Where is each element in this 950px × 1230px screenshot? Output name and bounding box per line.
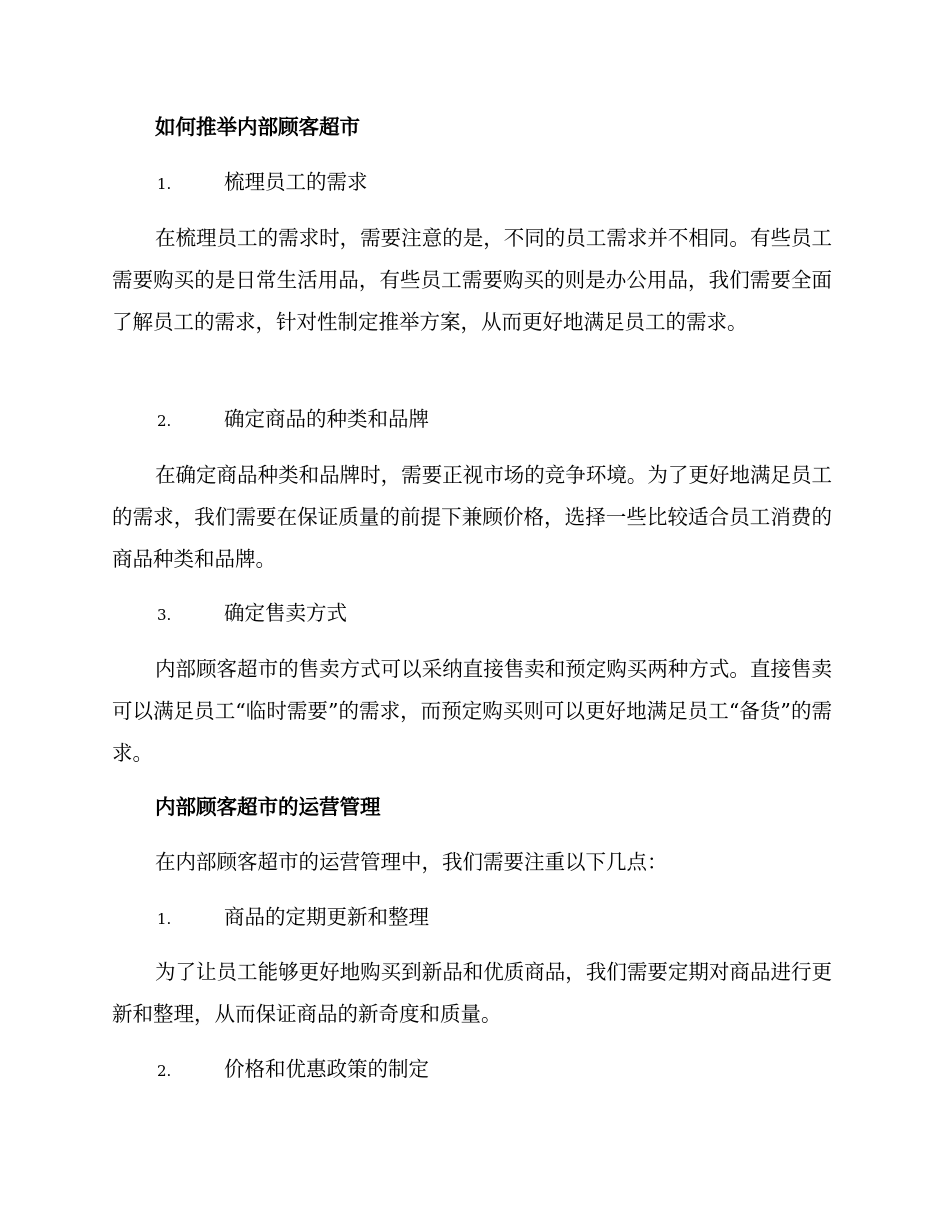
item-number: 1. xyxy=(157,175,172,193)
item-title: 价格和优惠政策的制定 xyxy=(224,1057,429,1081)
numbered-item xyxy=(112,1048,877,1092)
item-title: 梳理员工的需求 xyxy=(224,170,368,194)
item-number: 1. xyxy=(157,910,172,928)
numbered-item xyxy=(112,592,877,636)
item-number: 2. xyxy=(157,1062,172,1080)
numbered-item xyxy=(112,896,877,940)
item-number: 2. xyxy=(157,412,172,430)
numbered-item xyxy=(112,398,877,442)
section-heading: 内部顾客超市的运营管理 xyxy=(155,795,381,819)
item-title: 确定售卖方式 xyxy=(224,601,347,625)
body-paragraph: 内部顾客超市的售卖方式可以采纳直接售卖和预定购买两种方式。直接售卖可以满足员工“临时需要”的需求，而预定购买则可以更好地满足员工“备货”的需求。 xyxy=(112,657,832,765)
item-number: 3. xyxy=(157,606,172,624)
section-heading: 如何推举内部顾客超市 xyxy=(155,115,360,139)
numbered-item xyxy=(112,161,877,205)
body-paragraph: 在梳理员工的需求时，需要注意的是，不同的员工需求并不相同。有些员工需要购买的是日常生活用品，有些员工需要购买的则是办公用品，我们需要全面了解员工的需求，针对性制定推举方案，从而更好地满足员工的需求。 xyxy=(112,226,832,334)
body-paragraph: 在确定商品种类和品牌时，需要正视市场的竞争环境。为了更好地满足员工的需求，我们需要在保证质量的前提下兼顾价格，选择一些比较适合员工消费的商品种类和品牌。 xyxy=(112,463,832,571)
intro-paragraph: 在内部顾客超市的运营管理中，我们需要注重以下几点： xyxy=(155,850,668,874)
item-title: 确定商品的种类和品牌 xyxy=(224,407,429,431)
body-paragraph: 为了让员工能够更好地购买到新品和优质商品，我们需要定期对商品进行更新和整理，从而保证商品的新奇度和质量。 xyxy=(112,960,832,1026)
item-title: 商品的定期更新和整理 xyxy=(224,905,429,929)
